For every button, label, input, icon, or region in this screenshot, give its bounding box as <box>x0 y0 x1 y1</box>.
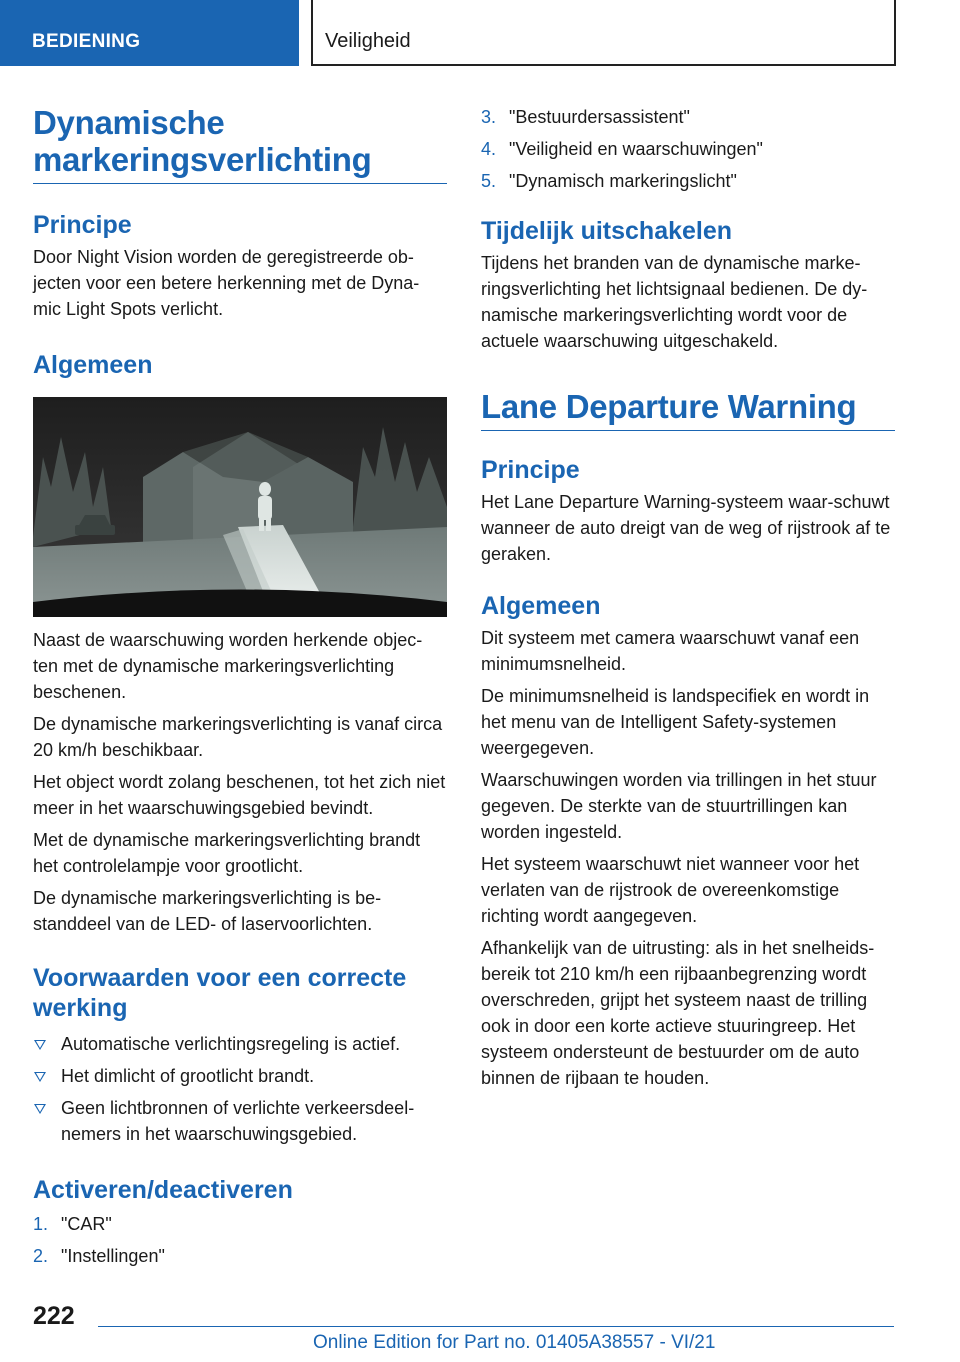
page-number: 222 <box>33 1302 75 1330</box>
list-item: Geen lichtbronnen of verlichte verkeersdeel-nemers in het waarschuwingsgebied. <box>33 1095 447 1147</box>
header-section-label: BEDIENING <box>32 31 141 52</box>
step-item: 1. "CAR" <box>33 1214 112 1234</box>
footer-divider <box>98 1326 894 1327</box>
algemeen-paragraph-2: De dynamische markeringsverlichting is vanaf circa 20 km/h beschikbaar. <box>33 714 443 760</box>
section-title-lane-departure: Lane Departure Warning <box>481 388 895 431</box>
right-column <box>481 104 895 1091</box>
principe-ldw-paragraph: Het Lane Departure Warning-systeem waar-schuwt wanneer de auto dreigt van de weg of rijstrook af te geraken. <box>481 492 891 564</box>
heading-algemeen-ldw: Algemeen <box>481 592 601 620</box>
ldw-paragraph-1: Dit systeem met camera waarschuwt vanaf een minimumsnelheid. <box>481 628 860 674</box>
heading-principe-ldw: Principe <box>481 456 580 484</box>
step-item: 2. "Instellingen" <box>33 1246 165 1266</box>
ldw-paragraph-2: De minimumsnelheid is landspecifiek en wordt in het menu van de Intelligent Safety-systemen weergegeven. <box>481 686 870 758</box>
list-item: Het dimlicht of grootlicht brandt. <box>33 1063 447 1089</box>
algemeen-paragraph-3: Het object wordt zolang beschenen, tot het zich niet meer in het waarschuwingsgebied bevindt. <box>33 772 446 818</box>
header-chapter-tab <box>311 0 896 66</box>
step-item: 4. "Veiligheid en waarschuwingen" <box>481 139 763 159</box>
heading-activeren: Activeren/deactiveren <box>33 1176 293 1204</box>
triangle-bullet-icon <box>34 1072 46 1082</box>
header-section-tab <box>0 0 299 66</box>
activeren-steps-list <box>33 1211 447 1269</box>
algemeen-paragraph-5: De dynamische markeringsverlichting is be-standdeel van de LED- of laservoorlichten. <box>33 888 382 934</box>
triangle-bullet-icon <box>34 1040 46 1050</box>
ldw-paragraph-3: Waarschuwingen worden via trillingen in het stuur gegeven. De sterkte van de stuurtrillingen kan worden ingesteld. <box>481 770 877 842</box>
left-column <box>33 104 447 1269</box>
step-item: 3. "Bestuurdersassistent" <box>481 107 690 127</box>
section-title-dynamic-marking: Dynamische markeringsverlichting <box>33 104 447 184</box>
voorwaarden-list <box>33 1031 447 1147</box>
edition-link[interactable]: Online Edition for Part no. 01405A38557 - VI/21 <box>313 1332 716 1353</box>
algemeen-paragraph-4: Met de dynamische markeringsverlichting brandt het controlelampje voor grootlicht. <box>33 830 421 876</box>
principe-paragraph: Door Night Vision worden de geregistreerde ob-jecten voor een betere herkenning met de Dyna-mic Light Spots verlicht. <box>33 247 420 319</box>
algemeen-paragraph-1: Naast de waarschuwing worden herkende objec-ten met de dynamische markeringsverlichting beschenen. <box>33 630 423 702</box>
heading-principe: Principe <box>33 211 132 239</box>
heading-algemeen: Algemeen <box>33 351 153 379</box>
header-chapter-label: Veiligheid <box>325 30 411 52</box>
triangle-bullet-icon <box>34 1104 46 1114</box>
step-item: 5. "Dynamisch markeringslicht" <box>481 171 737 191</box>
list-item: Automatische verlichtingsregeling is actief. <box>33 1031 447 1057</box>
ldw-paragraph-5: Afhankelijk van de uitrusting: als in het snelheids-bereik tot 210 km/h een rijbaanbegrenzing wordt overschreden, grijpt het systeem naast de trilling ook in door een korte actieve stuuringreep. Het systeem ondersteunt de bestuurder om de auto binnen de rijbaan te houden. <box>481 938 875 1088</box>
activeren-steps-continued <box>481 104 895 194</box>
heading-tijdelijk: Tijdelijk uitschakelen <box>481 217 733 245</box>
night-vision-illustration <box>33 397 447 617</box>
heading-voorwaarden: Voorwaarden voor een correcte werking <box>33 964 407 1022</box>
tijdelijk-paragraph: Tijdens het branden van de dynamische marke-ringsverlichting het lichtsignaal bedienen. De dy-namische markeringsverlichting wordt voor de actuele waarschuwing uitgeschakeld. <box>481 253 868 351</box>
ldw-paragraph-4: Het systeem waarschuwt niet wanneer voor het verlaten van de rijstrook de overeenkomstige richting wordt aangegeven. <box>481 854 860 926</box>
